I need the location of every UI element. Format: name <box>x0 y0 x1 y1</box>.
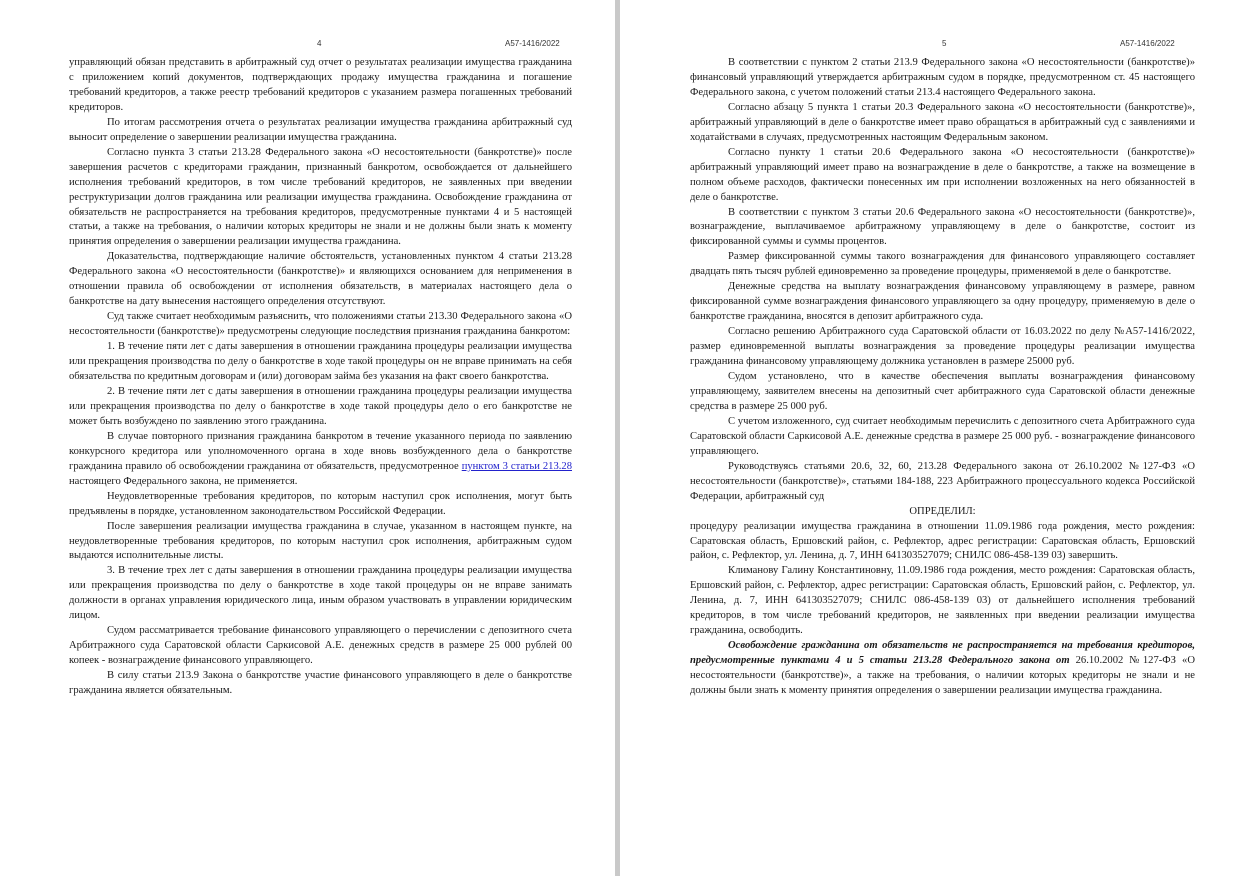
case-number: А57-1416/2022 <box>505 39 560 48</box>
paragraph: 1. В течение пяти лет с даты завершения в отношении гражданина процедуры реализации имущества или прекращения производства по делу о банкротстве в ходе такой процедуры он не вправе принимать на себя обязательства по кредитным договорам и (или) договорам займа без указания на факт своего банкротства. <box>69 341 572 383</box>
paragraph: Неудовлетворенные требования кредиторов, по которым наступил срок исполнения, могут быть предъявлены в порядке, установленном законодательством Российской Федерации. <box>69 490 572 517</box>
ruling-emphasis: Освобождение гражданина от обязательств не распространяется на требования кредиторов, предусмотренные пунктами 4 и 5 статьи 213.28 Федерального закона от <box>690 640 1195 667</box>
page-body <box>690 56 1195 699</box>
paragraph: В соответствии с пунктом 3 статьи 20.6 Федерального закона «О несостоятельности (банкротстве)», вознаграждение, выплачиваемое арбитражному управляющему в деле о банкротстве, состоит из фиксированной суммы и суммы процентов. <box>690 206 1195 248</box>
paragraph: В силу статьи 213.9 Закона о банкротстве участие финансового управляющего в деле о банкротстве гражданина является обязательным. <box>69 670 572 697</box>
document-page-5 <box>620 0 1234 876</box>
page-number: 4 <box>317 39 322 48</box>
ruling-paragraph: Климанову Галину Константиновну, 11.09.1986 года рождения, место рождения: Саратовская область, Ершовский район, с. Рефлектор, адрес регистрации: Саратовская область, Ершовский район, с. Рефлектор, ул. Ленина, д. 7, ИНН 641303527079; СНИЛС 086-458-139 03) от дальнейшего исполнения требований кредиторов, в том числе требований кредиторов, не заявленных при введении реализации имущества гражданина, освободить. <box>690 565 1195 637</box>
paragraph: С учетом изложенного, суд считает необходимым перечислить с депозитного счета Арбитражного суда Саратовской области Саркисовой А.Е. денежные средства в размере 25 000 руб. - вознаграждение финансового управляющего. <box>690 415 1195 457</box>
page-number: 5 <box>942 39 947 48</box>
ruling-paragraph: процедуру реализации имущества гражданина в отношении 11.09.1986 года рождения, место рождения: Саратовская область, Ершовский район, с. Рефлектор, адрес регистрации: Саратовская область, Ершовский район, с. Рефлектор, ул. Ленина, д. 7, ИНН 641303527079; СНИЛС 086-458-139 03) завершить. <box>690 520 1195 562</box>
paragraph-text: В случае повторного признания гражданина банкротом в течение указанного периода по заявлению конкурсного кредитора или уполномоченного органа в ходе вновь возбужденного дела о банкротстве гражданина правило об освобождении гражданина от обязательств, предусмотренное <box>69 430 572 472</box>
paragraph: Судом рассматривается требование финансового управляющего о перечислении с депозитного счета Арбитражного суда Саратовской области Саркисовой А.Е. денежных средств в размере 25 000 рублей 00 копеек - вознаграждение финансового управляющего. <box>69 625 572 667</box>
document-page-4 <box>0 0 615 876</box>
paragraph: Согласно решению Арбитражного суда Саратовской области от 16.03.2022 по делу №А57-1416/2022, размер единовременной выплаты вознаграждения за проведение процедуры реализации имущества гражданина финансовому управляющему должника установлен в размере 25000 руб. <box>690 326 1195 368</box>
paragraph: Руководствуясь статьями 20.6, 32, 60, 213.28 Федерального закона от 26.10.2002 №127-ФЗ «О несостоятельности (банкротстве)», статьями 184-188, 223 Арбитражного процессуального кодекса Российской Федерации, арбитражный суд <box>690 460 1195 502</box>
paragraph: Согласно пункту 1 статьи 20.6 Федерального закона «О несостоятельности (банкротстве)» арбитражный управляющий имеет право на вознаграждение в деле о банкротстве, а также на возмещение в полном объеме расходов, фактически понесенных им при исполнении возложенных на него обязанностей в деле о банкротстве. <box>690 146 1195 203</box>
paragraph: Судом установлено, что в качестве обеспечения выплаты вознаграждения финансовому управляющему, заявителем внесены на депозитный счет арбитражного суда Саратовской области денежные средства в размере 25 000 руб. <box>690 371 1195 412</box>
page-body <box>69 56 572 699</box>
ruling-paragraph <box>690 639 1195 699</box>
paragraph: По итогам рассмотрения отчета о результатах реализации имущества гражданина арбитражный суд выносит определение о завершении реализации имущества гражданина. <box>69 116 572 143</box>
paragraph: После завершения реализации имущества гражданина в случае, указанном в настоящем пункте, на неудовлетворенные требования кредиторов, по которым наступил срок исполнения, арбитражным судом выдаются исполнительные листы. <box>69 520 572 562</box>
paragraph: 3. В течение трех лет с даты завершения в отношении гражданина процедуры реализации имущества или прекращения производства по делу о банкротстве в ходе такой процедуры он не вправе занимать должности в органах управления юридического лица, иным образом участвовать в управлении юридическим лицом. <box>69 565 572 622</box>
paragraph-with-link <box>69 430 572 490</box>
paragraph-text-tail: настоящего Федерального закона, не применяется. <box>69 475 298 487</box>
paragraph: Размер фиксированной суммы такого вознаграждения для финансового управляющего составляет двадцать пять тысяч рублей единовременно за проведение процедуры, применяемой в деле о банкротстве. <box>690 251 1195 278</box>
law-article-link[interactable]: пунктом 3 статьи 213.28 <box>461 460 572 472</box>
paragraph: Денежные средства на выплату вознаграждения финансовому управляющему в размере, равном фиксированной сумме вознаграждения финансового управляющего за одну процедуру, применяемую в деле о банкротстве гражданина, вносятся в депозит арбитражного суда. <box>690 281 1195 323</box>
paragraph: Согласно абзацу 5 пункта 1 статьи 20.3 Федерального закона «О несостоятельности (банкротстве)», арбитражный управляющий в деле о банкротстве имеет право обращаться в арбитражный суд с заявлениями и ходатайствами в случаях, предусмотренных настоящим Федеральным законом. <box>690 101 1195 143</box>
case-number: А57-1416/2022 <box>1120 39 1175 48</box>
paragraph: управляющий обязан представить в арбитражный суд отчет о результатах реализации имущества гражданина с приложением копий документов, подтверждающих продажу имущества гражданина и погашение требований кредиторов, а также реестр требований кредиторов с указанием размера погашенных требований кредиторов. <box>69 57 572 113</box>
paragraph: Согласно пункта 3 статьи 213.28 Федерального закона «О несостоятельности (банкротстве)» после завершения расчетов с кредиторами гражданин, признанный банкротом, освобождается от дальнейшего исполнения требований кредиторов, в том числе требований кредиторов, не заявленных при введении реструктуризации долгов гражданина или реализации имущества гражданина. Освобождение гражданина от обязательств не распространяется на требования кредиторов, предусмотренные пунктами 4 и 5 настоящей статьи, а также на требования, о наличии которых кредиторы не знали и не должны были знать к моменту принятия определения о завершении реализации имущества гражданина. <box>69 146 572 248</box>
paragraph: 2. В течение пяти лет с даты завершения в отношении гражданина процедуры реализации имущества или прекращения производства по делу о банкротстве в ходе такой процедуры дело о его банкротстве не может быть возбуждено по заявлению этого гражданина. <box>69 385 572 427</box>
paragraph: Суд также считает необходимым разъяснить, что положениями статьи 213.30 Федерального закона «О несостоятельности (банкротстве)» предусмотрены следующие последствия признания гражданина банкротом: <box>69 311 572 338</box>
paragraph: В соответствии с пунктом 2 статьи 213.9 Федерального закона «О несостоятельности (банкротстве)» финансовый управляющий утверждается арбитражным судом в порядке, предусмотренном ст. 45 настоящего Федерального закона, с учетом положений статьи 213.4 настоящего Федерального закона. <box>690 57 1195 98</box>
ruling-text: 26.10.2002 №127-ФЗ «О несостоятельности (банкротстве)», а также на требования, о наличии которых кредиторы не знали и не должны были знать к моменту принятия определения о завершении реализации имущества гражданина. <box>690 655 1195 697</box>
ruling-heading: ОПРЕДЕЛИЛ: <box>909 505 976 517</box>
paragraph: Доказательства, подтверждающие наличие обстоятельств, установленных пунктом 4 статьи 213.28 Федерального закона «О несостоятельности (банкротстве)» и являющихся основанием для неприменения в отношении правила об освобождении от исполнения обязательств, в материалах настоящего дела о банкротстве на дату вынесения настоящего определения отсутствуют. <box>69 251 572 308</box>
